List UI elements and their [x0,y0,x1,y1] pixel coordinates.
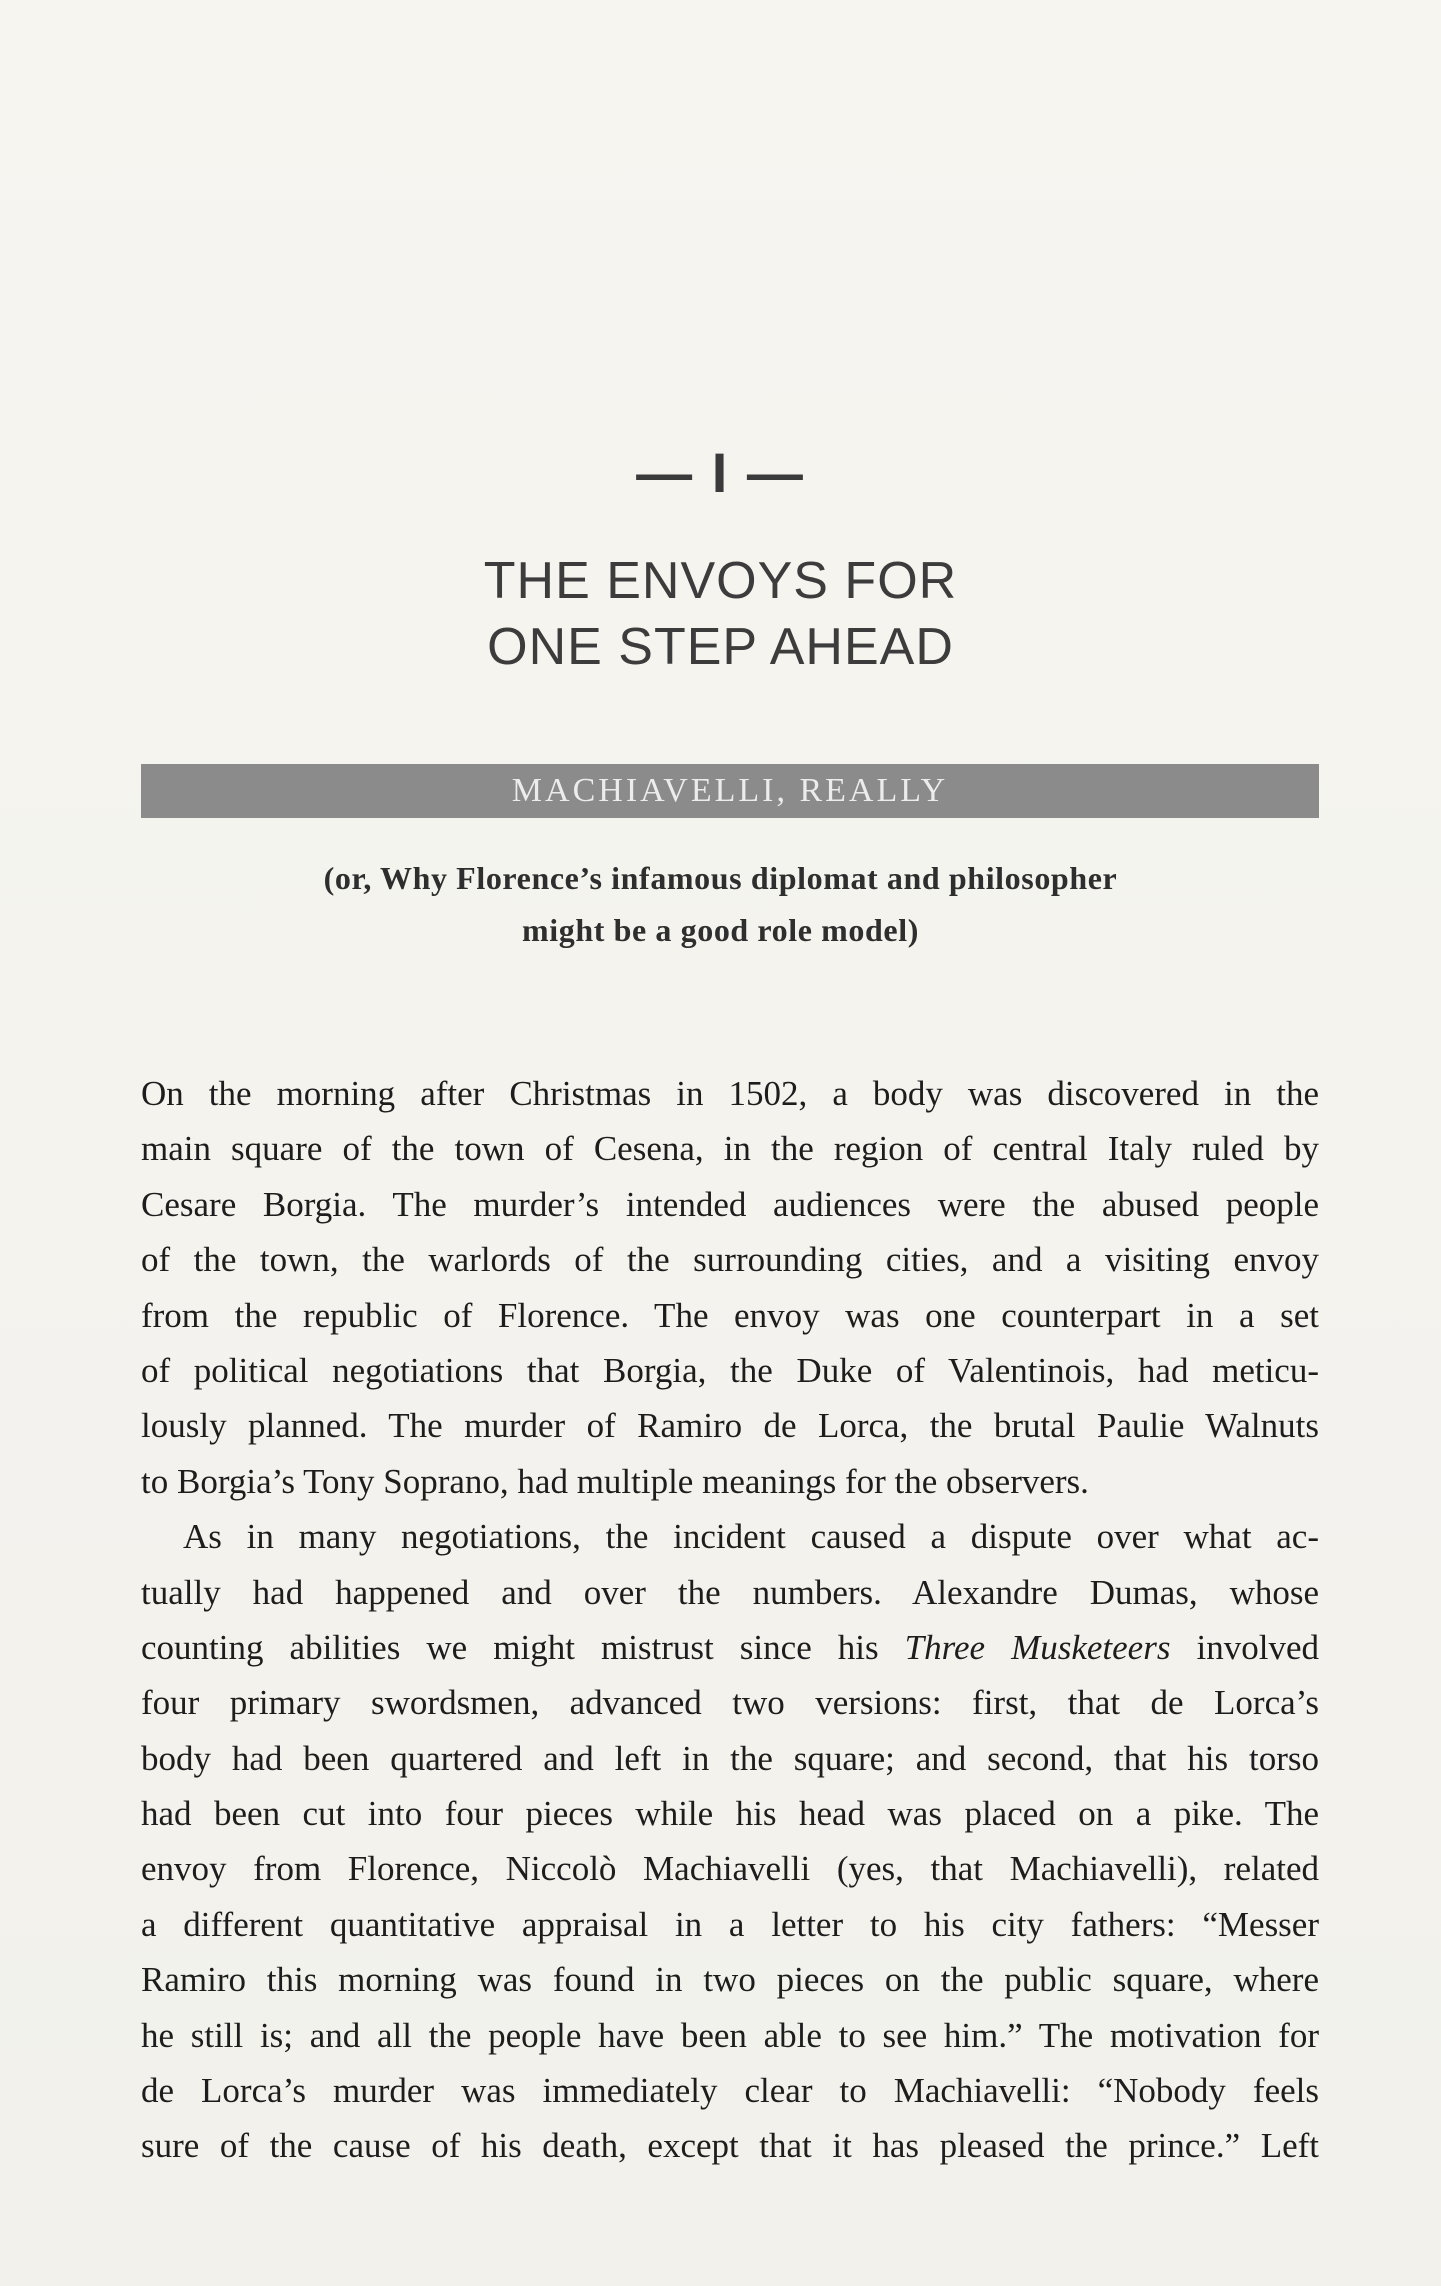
text-line: counting abilities we might mistrust since his Three Musketeers involved [141,1627,1320,1667]
text-line: sure of the cause of his death, except that it has pleased the prince.” Left [141,2126,1319,2166]
subtitle-line: might be a good role model) [522,912,919,948]
chapter-title [0,548,1441,680]
chapter-number: — I — [636,441,805,504]
text-line: lously planned. The murder of Ramiro de Lorca, the brutal Paulie Walnuts [141,1406,1319,1446]
subtitle-line: (or, Why Florence’s infamous diplomat and philosopher [323,860,1118,896]
text-line: main square of the town of Cesena, in the region of central Italy ruled by [141,1129,1319,1169]
text-line: he still is; and all the people have been able to see him.” The motivation for [141,2015,1319,2055]
text-line: envoy from Florence, Niccolò Machiavelli (yes, that Machiavelli), related [141,1849,1319,1889]
text-line: body had been quartered and left in the square; and second, that his torso [141,1738,1319,1778]
text-line: to Borgia’s Tony Soprano, had multiple meanings for the observers. [141,1461,1089,1501]
text-line: of the town, the warlords of the surrounding cities, and a visiting envoy [141,1240,1319,1280]
section-subtitle [0,852,1441,956]
text-line: de Lorca’s murder was immediately clear to Machiavelli: “Nobody feels [141,2071,1319,2111]
book-title-emphasis: Three Musketeers [904,1627,1171,1667]
body-text [141,1066,1319,2174]
section-heading-bar [141,764,1319,818]
chapter-title-line: ONE STEP AHEAD [487,618,954,676]
section-heading: MACHIAVELLI, REALLY [511,772,949,809]
chapter-title-line: THE ENVOYS FOR [483,552,958,610]
text-line: Cesare Borgia. The murder’s intended audiences were the abused people [141,1184,1319,1224]
text-line: of political negotiations that Borgia, the Duke of Valentinois, had meticu- [141,1350,1319,1390]
text-line: Ramiro this morning was found in two pieces on the public square, where [141,1960,1319,2000]
text-line: On the morning after Christmas in 1502, a body was discovered in the [141,1074,1319,1113]
text-line: four primary swordsmen, advanced two versions: first, that de Lorca’s [141,1683,1319,1723]
text-line: a different quantitative appraisal in a letter to his city fathers: “Messer [141,1904,1319,1944]
paragraph-1 [141,1066,1319,1509]
paragraph-2 [141,1509,1319,2174]
text-line: from the republic of Florence. The envoy was one counterpart in a set [141,1295,1319,1335]
text-line: As in many negotiations, the incident caused a dispute over what ac- [183,1517,1319,1557]
text-line: tually had happened and over the numbers. Alexandre Dumas, whose [141,1572,1319,1612]
text-line: had been cut into four pieces while his head was placed on a pike. The [141,1794,1319,1834]
